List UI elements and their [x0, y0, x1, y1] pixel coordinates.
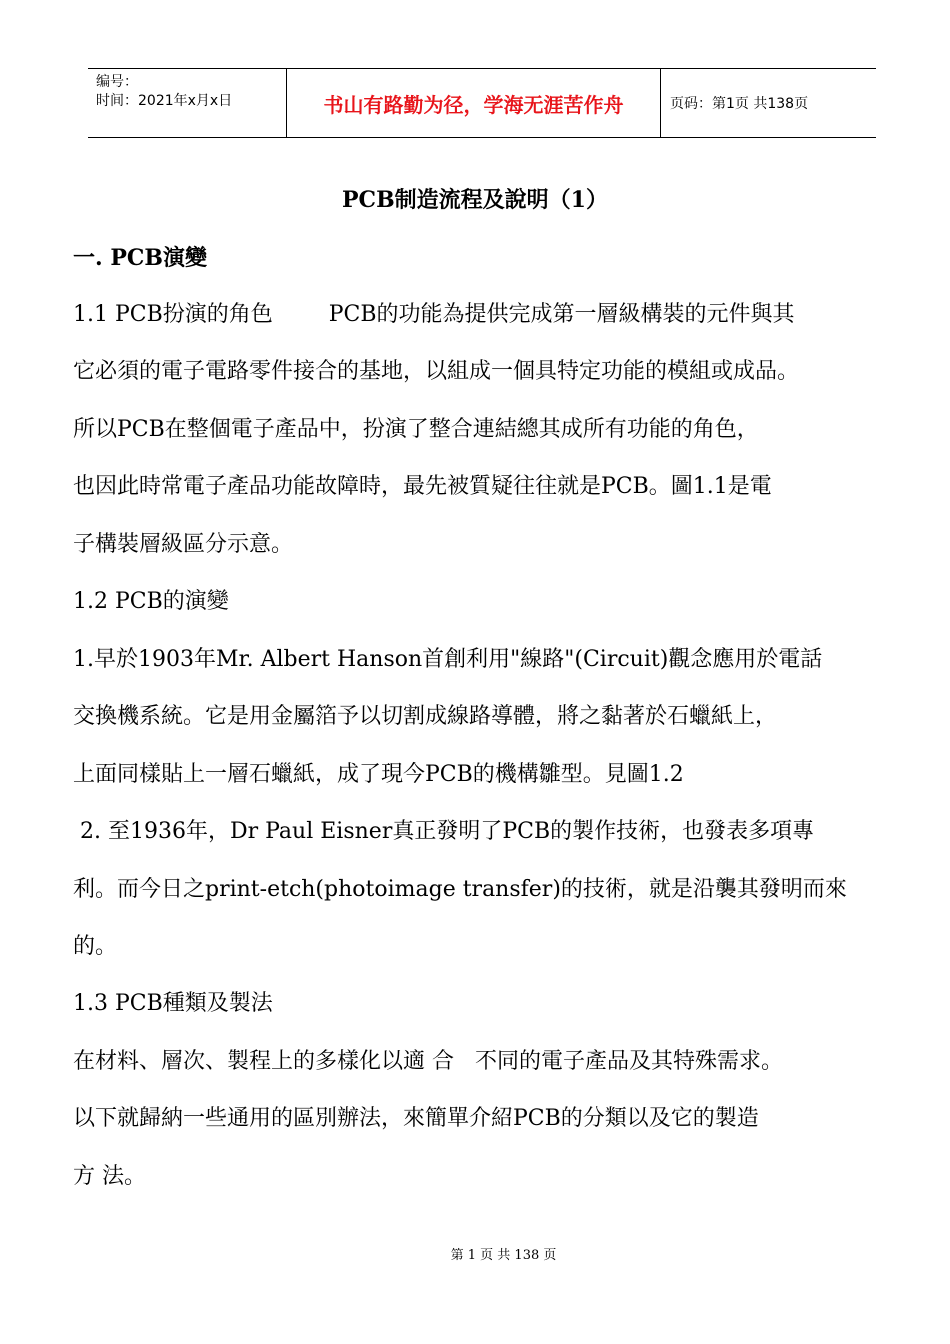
body-line: 的。	[73, 934, 118, 959]
body-line: 它必須的電子電路零件接合的基地，以組成一個具特定功能的模組或成品。	[73, 359, 800, 384]
document-time-label: 时间：2021年x月x日	[96, 93, 233, 109]
header-motto-cell	[287, 69, 661, 137]
body-line: 2. 至1936年，Dr Paul Eisner真正發明了PCB的製作技術，也發表多項專	[73, 819, 815, 844]
body-line: 上面同樣貼上一層石蠟紙，成了現今PCB的機構雛型。見圖1.2	[73, 762, 684, 787]
header-motto: 书山有路勤为径，学海无涯苦作舟	[323, 92, 624, 117]
header-table	[88, 68, 876, 138]
body-line: 所以PCB在整個電子產品中，扮演了整合連結總其成所有功能的角色，	[73, 417, 759, 442]
document-title: PCB制造流程及說明（1）	[342, 187, 608, 213]
header-page-cell	[661, 69, 876, 137]
header-meta-cell	[88, 69, 287, 137]
section-heading: 一. PCB演變	[73, 245, 207, 271]
body-line: 也因此時常電子產品功能故障時，最先被質疑往往就是PCB。圖1.1是電	[73, 474, 772, 499]
body-line: 方 法。	[73, 1164, 146, 1189]
page-footer: 第 1 页 共 138 页	[450, 1248, 557, 1263]
body-line: 1.2 PCB的演變	[73, 589, 229, 614]
body-line: 子構裝層級區分示意。	[73, 532, 294, 557]
body-line: 交換機系統。它是用金屬箔予以切割成線路導體，將之黏著於石蠟紙上，	[73, 704, 778, 729]
body-line: 1.3 PCB種類及製法	[73, 991, 273, 1016]
body-line: 1.1 PCB扮演的角色 PCB的功能為提供完成第一層級構裝的元件與其	[73, 302, 795, 327]
document-number-label: 编号：	[96, 74, 138, 90]
header-page-info: 页码：第1页 共138页	[670, 96, 809, 112]
body-line: 1.早於1903年Mr. Albert Hanson首創利用"線路"(Circuit)觀念應用於電話	[73, 647, 823, 672]
body-line: 以下就歸納一些通用的區別辦法，來簡單介紹PCB的分類以及它的製造	[73, 1106, 759, 1131]
body-line: 利。而今日之print-etch(photoimage transfer)的技術，就是沿襲其發明而來	[73, 877, 847, 902]
body-line: 在材料、層次、製程上的多樣化以適 合 不同的電子產品及其特殊需求。	[73, 1049, 783, 1074]
